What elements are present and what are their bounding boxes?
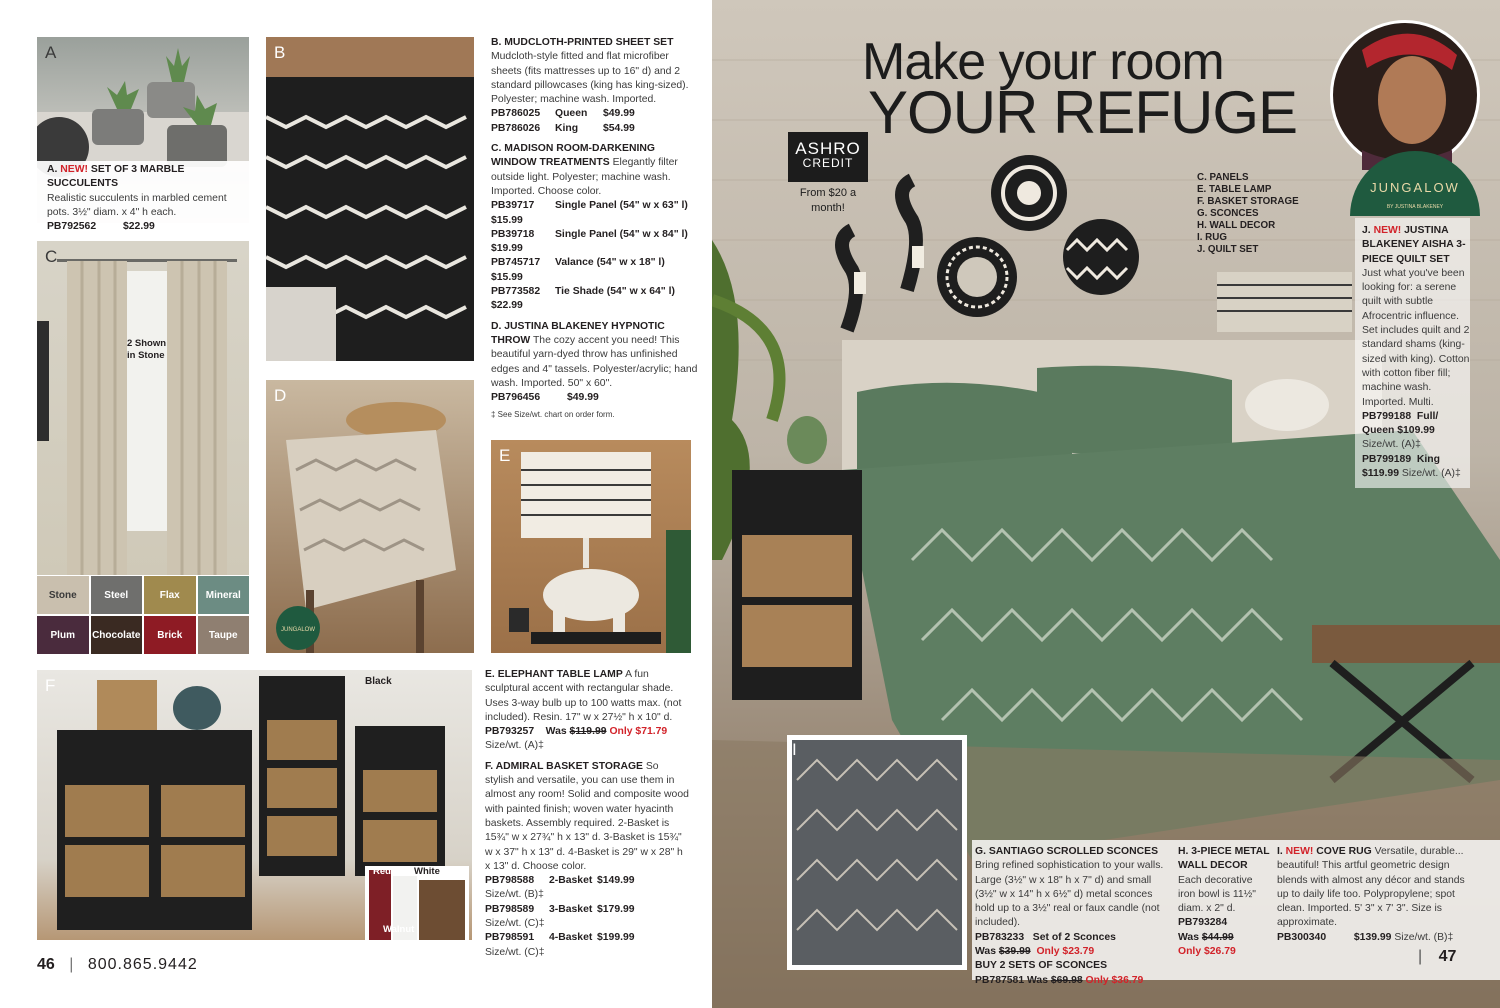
storage-sku-4: PB798591 xyxy=(485,932,535,944)
wall-decor-was-price: $44.99 xyxy=(1201,931,1234,943)
rug-description: Versatile, durable... beautiful! This artful geometric design blends with almost any décor and stands up to daily life too. Polypropylene; spot clean. Imported. 5' 3" x 7' 3". Size is approximate. xyxy=(1277,846,1465,929)
sconces-bundle-was-label: Was xyxy=(1027,974,1048,986)
throw-jungalow-badge-text: JUNGALOW xyxy=(280,627,316,633)
key-item-table-lamp: E. TABLE LAMP xyxy=(1197,184,1272,195)
photo-label-e: E xyxy=(499,446,511,465)
quilt-price-king: $119.99 xyxy=(1362,468,1399,480)
elephant-lamp-illustration xyxy=(491,440,691,653)
curtains-title: C. MADISON ROOM-DARKENING WINDOW TREATMENTS xyxy=(491,143,655,169)
curtains-desc-1: Single Panel (54" w x 63" l) xyxy=(555,200,688,212)
sconces-sku-desc: Set of 2 Sconces xyxy=(1032,931,1116,943)
storage-price-4: $199.99 xyxy=(597,932,635,944)
headline-line-1: Make your room xyxy=(862,33,1224,91)
quilt-sizewt-full-queen: Size/wt. (A)‡ xyxy=(1362,439,1421,451)
left-page-footer xyxy=(37,956,198,974)
quilt-title: JUSTINA BLAKENEY AISHA 3-PIECE QUILT SET xyxy=(1362,225,1466,265)
rug-sizewt: Size/wt. (B)‡ xyxy=(1394,931,1454,943)
curtains-desc-3: Valance (54" w x 18" l) xyxy=(555,257,665,269)
quilt-new-badge: NEW! xyxy=(1373,225,1402,236)
swatch-taupe[interactable]: Taupe xyxy=(198,616,250,654)
lamp-was-label: Was xyxy=(545,726,567,738)
lamp-sizewt: Size/wt. (A)‡ xyxy=(485,740,544,752)
wall-decor-sku: PB793284 xyxy=(1178,917,1228,929)
rug-sku: PB300340 xyxy=(1277,931,1327,943)
curtains-price-3: $15.99 xyxy=(491,271,523,283)
curtains-description: Elegantly filter outside light. Polyester; machine wash. Imported. Choose color. xyxy=(491,157,678,197)
sconces-was-label: Was xyxy=(975,946,996,958)
lamp-sale-price: Only $71.79 xyxy=(609,726,668,738)
curtains-desc-2: Single Panel (54" w x 84" l) xyxy=(555,228,688,240)
storage-price-3: $179.99 xyxy=(597,903,635,915)
storage-desc-4: 4-Basket xyxy=(549,932,593,944)
photo-label-i: I xyxy=(792,740,797,759)
room-key-list xyxy=(1197,172,1299,256)
sheets-price-queen: $49.99 xyxy=(603,108,635,120)
lamp-title: E. ELEPHANT TABLE LAMP xyxy=(485,669,623,680)
quilt-description: Just what you've been looking for: a serene quilt with subtle Afrocentric influence. Set includes quilt and 2 standard shams (king-sized with king). Cotton with cotton fiber fill; machine wash. Imported. Multi. xyxy=(1362,267,1470,408)
quilt-desc-full-queen: Full/ Queen xyxy=(1362,410,1439,437)
curtains-sku-3: PB745717 xyxy=(491,257,541,269)
storage-color-red: Red xyxy=(373,866,391,877)
succulents-prefix: A. xyxy=(47,164,58,175)
swatch-steel[interactable]: Steel xyxy=(91,576,143,614)
key-item-basket-storage: F. BASKET STORAGE xyxy=(1197,196,1299,207)
sconces-sku: PB783233 xyxy=(975,931,1025,943)
left-page xyxy=(0,0,712,1008)
quilt-price-full-queen: $109.99 xyxy=(1397,425,1435,437)
sconces-description: Bring refined sophistication to your walls. Large (3½" w x 18" h x 7" d) and small (3½" w x 14" h x 6½" d) metal sconces hold up to a 3½" real or faux candle (not included). xyxy=(975,860,1164,929)
storage-title: F. ADMIRAL BASKET STORAGE xyxy=(485,760,643,772)
basket-storage-illustration xyxy=(37,670,472,940)
wall-decor-was-label: Was xyxy=(1178,931,1199,943)
rug-price: $139.99 xyxy=(1353,931,1392,943)
quilt-sku-full-queen: PB799188 xyxy=(1362,410,1412,422)
sconces-bundle-sale-price: Only $36.79 xyxy=(1085,974,1144,986)
sheets-title: B. MUDCLOTH-PRINTED SHEET SET xyxy=(491,37,674,48)
curtains-desc-4: Tie Shade (54" w x 64" l) xyxy=(555,286,675,298)
key-item-rug: I. RUG xyxy=(1197,232,1227,243)
photo-basket-storage xyxy=(37,670,472,940)
lamp-storage-copy xyxy=(485,668,690,966)
storage-desc-2: 2-Basket xyxy=(549,875,593,887)
photo-label-c: C xyxy=(45,247,58,266)
succulents-sku: PB792562 xyxy=(47,221,97,233)
storage-sizewt-2: Size/wt. (B)‡ xyxy=(485,889,544,901)
curtains-sku-4: PB773582 xyxy=(491,286,541,298)
right-page-number: 47 xyxy=(1438,948,1457,965)
sheets-size-queen: Queen xyxy=(555,108,588,120)
storage-sku-2: PB798588 xyxy=(485,875,535,887)
storage-sizewt-3: Size/wt. (C)‡ xyxy=(485,918,545,930)
sconces-bundle-sku: PB787581 xyxy=(975,974,1025,986)
throw-title: D. JUSTINA BLAKENEY HYPNOTIC THROW xyxy=(491,320,665,346)
phone-number: 800.865.9442 xyxy=(87,956,198,973)
photo-hypnotic-throw xyxy=(266,380,474,653)
sconces-was-price: $39.99 xyxy=(998,946,1031,958)
swatch-flax[interactable]: Flax xyxy=(144,576,196,614)
curtains-price-1: $15.99 xyxy=(491,214,523,226)
lamp-description: A fun sculptural accent with rectangular shade. Uses 3-way bulb up to 100 watts max. (not included). Resin. 17" w x 27½" h x 10" d. xyxy=(485,669,682,723)
headline-line-2: YOUR REFUGE xyxy=(868,79,1298,146)
rug-new-badge: NEW! xyxy=(1285,846,1314,857)
key-item-panels: C. PANELS xyxy=(1197,172,1249,183)
sconces-sale-price: Only $23.79 xyxy=(1036,946,1095,958)
succulents-title: SET OF 3 MARBLE SUCCULENTS xyxy=(47,164,185,190)
storage-price-2: $149.99 xyxy=(597,875,635,887)
storage-color-black: Black xyxy=(365,676,392,687)
sheets-size-king: King xyxy=(555,122,579,134)
curtains-illustration xyxy=(37,241,249,575)
throw-sku: PB796456 xyxy=(491,392,541,404)
succulents-new-badge: NEW! xyxy=(60,164,88,175)
lamp-was-price: $119.99 xyxy=(569,726,607,738)
jungalow-logo-subtext: BY JUSTINA BLAKENEY xyxy=(1386,204,1444,210)
throw-price: $49.99 xyxy=(567,392,599,404)
credit-word: CREDIT xyxy=(802,156,854,170)
photo-window-treatments xyxy=(37,241,249,575)
sheets-description: Mudcloth-style fitted and flat microfiber sheets (fits mattresses up to 16" d) and 2 standard pillowcases (king has king-sized). Polyester; machine wash. Imported. xyxy=(491,51,689,106)
sheets-sku-king: PB786026 xyxy=(491,122,541,134)
photo-label-b: B xyxy=(274,43,286,62)
curtains-price-2: $19.99 xyxy=(491,243,523,255)
swatch-stone[interactable]: Stone xyxy=(37,576,89,614)
quilt-desc-king: King xyxy=(1416,453,1440,465)
sheets-sku-queen: PB786025 xyxy=(491,108,541,120)
curtains-price-4: $22.99 xyxy=(491,300,523,312)
sconces-title: G. SANTIAGO SCROLLED SCONCES xyxy=(975,846,1159,857)
right-page-footer xyxy=(1418,948,1456,966)
photo-label-f: F xyxy=(45,676,56,695)
curtain-color-swatches xyxy=(37,576,249,654)
key-item-sconces: G. SCONCES xyxy=(1197,208,1259,219)
wall-decor-sale-price: Only $26.79 xyxy=(1178,946,1236,958)
storage-color-white: White xyxy=(414,866,440,877)
storage-sku-3: PB798589 xyxy=(485,903,535,915)
credit-brand: ASHRO xyxy=(795,139,861,158)
left-footer-separator: | xyxy=(69,956,74,973)
succulents-copy xyxy=(47,163,247,234)
size-chart-footnote: ‡ See Size/wt. chart on order form. xyxy=(491,410,615,420)
right-footer-separator: | xyxy=(1418,948,1423,965)
wall-decor-title: H. 3-PIECE METAL WALL DECOR xyxy=(1178,846,1270,872)
quilt-sku-king: PB799189 xyxy=(1362,453,1412,465)
jungalow-logo-text: JUNGALOW xyxy=(1370,180,1460,195)
photo-label-d: D xyxy=(274,386,287,405)
sconces-bundle-was-price: $69.98 xyxy=(1050,974,1083,986)
throw-description: The cozy accent you need! This beautiful yarn-dyed throw has unfinished edges and 4" tassels. Polyester/acrylic; hand wash. Imported. 50" x 60". xyxy=(491,334,698,389)
ashro-credit-badge xyxy=(788,132,868,182)
photo-label-a: A xyxy=(45,43,57,62)
curtains-sku-2: PB39718 xyxy=(491,228,535,240)
storage-sizewt-4: Size/wt. (C)‡ xyxy=(485,946,545,958)
wall-decor-description: Each decorative iron bowl is 11½" diam. x 2" d. xyxy=(1178,874,1257,915)
quilt-sizewt-king: Size/wt. (A)‡ xyxy=(1401,468,1461,480)
quilt-prefix: J. xyxy=(1362,225,1371,236)
storage-color-walnut: Walnut xyxy=(383,924,415,935)
wall-decor-copy xyxy=(1178,845,1270,959)
swatch-chocolate[interactable]: Chocolate xyxy=(91,616,143,654)
succulents-price: $22.99 xyxy=(123,221,155,233)
photo-mudcloth-sheets xyxy=(266,37,474,361)
curtains-shown-note: 2 Shown in Stone xyxy=(127,338,167,361)
quilt-copy xyxy=(1362,224,1470,481)
rug-copy xyxy=(1277,845,1467,945)
left-page-number: 46 xyxy=(37,956,55,973)
swatch-plum[interactable]: Plum xyxy=(37,616,89,654)
key-item-quilt-set: J. QUILT SET xyxy=(1197,244,1259,255)
swatch-mineral[interactable]: Mineral xyxy=(198,576,250,614)
swatch-brick[interactable]: Brick xyxy=(144,616,196,654)
lamp-sku: PB793257 xyxy=(485,726,535,738)
throw-illustration xyxy=(266,380,474,653)
sconces-bundle-title: BUY 2 SETS OF SCONCES xyxy=(975,960,1108,972)
sheets-price-king: $54.99 xyxy=(603,122,635,134)
curtains-sku-1: PB39717 xyxy=(491,200,535,212)
sheets-curtains-throw-copy xyxy=(491,36,701,420)
storage-desc-3: 3-Basket xyxy=(549,903,593,915)
photo-elephant-lamp xyxy=(491,440,691,653)
rug-prefix: I. xyxy=(1277,846,1283,857)
sheets-illustration xyxy=(266,37,474,361)
sconces-copy xyxy=(975,845,1167,988)
key-item-wall-decor: H. WALL DECOR xyxy=(1197,220,1276,231)
rug-title: COVE RUG xyxy=(1316,846,1372,857)
credit-note: From $20 a month! xyxy=(799,187,857,214)
succulents-description: Realistic succulents in marbled cement pots. 3½" diam. x 4" h each. xyxy=(47,192,227,218)
storage-description: So stylish and versatile, you can use them in almost any room! Solid and composite wood with painted finish; woven water hyacinth baskets. Assembly required. 2-Basket is 15¾" w x 27¾" h x 13" d. 3-Basket is 15¾" w x 37" h x 13" d. 4-Basket is 29" w x 28" h x 13" d. Choose color. xyxy=(485,760,689,872)
